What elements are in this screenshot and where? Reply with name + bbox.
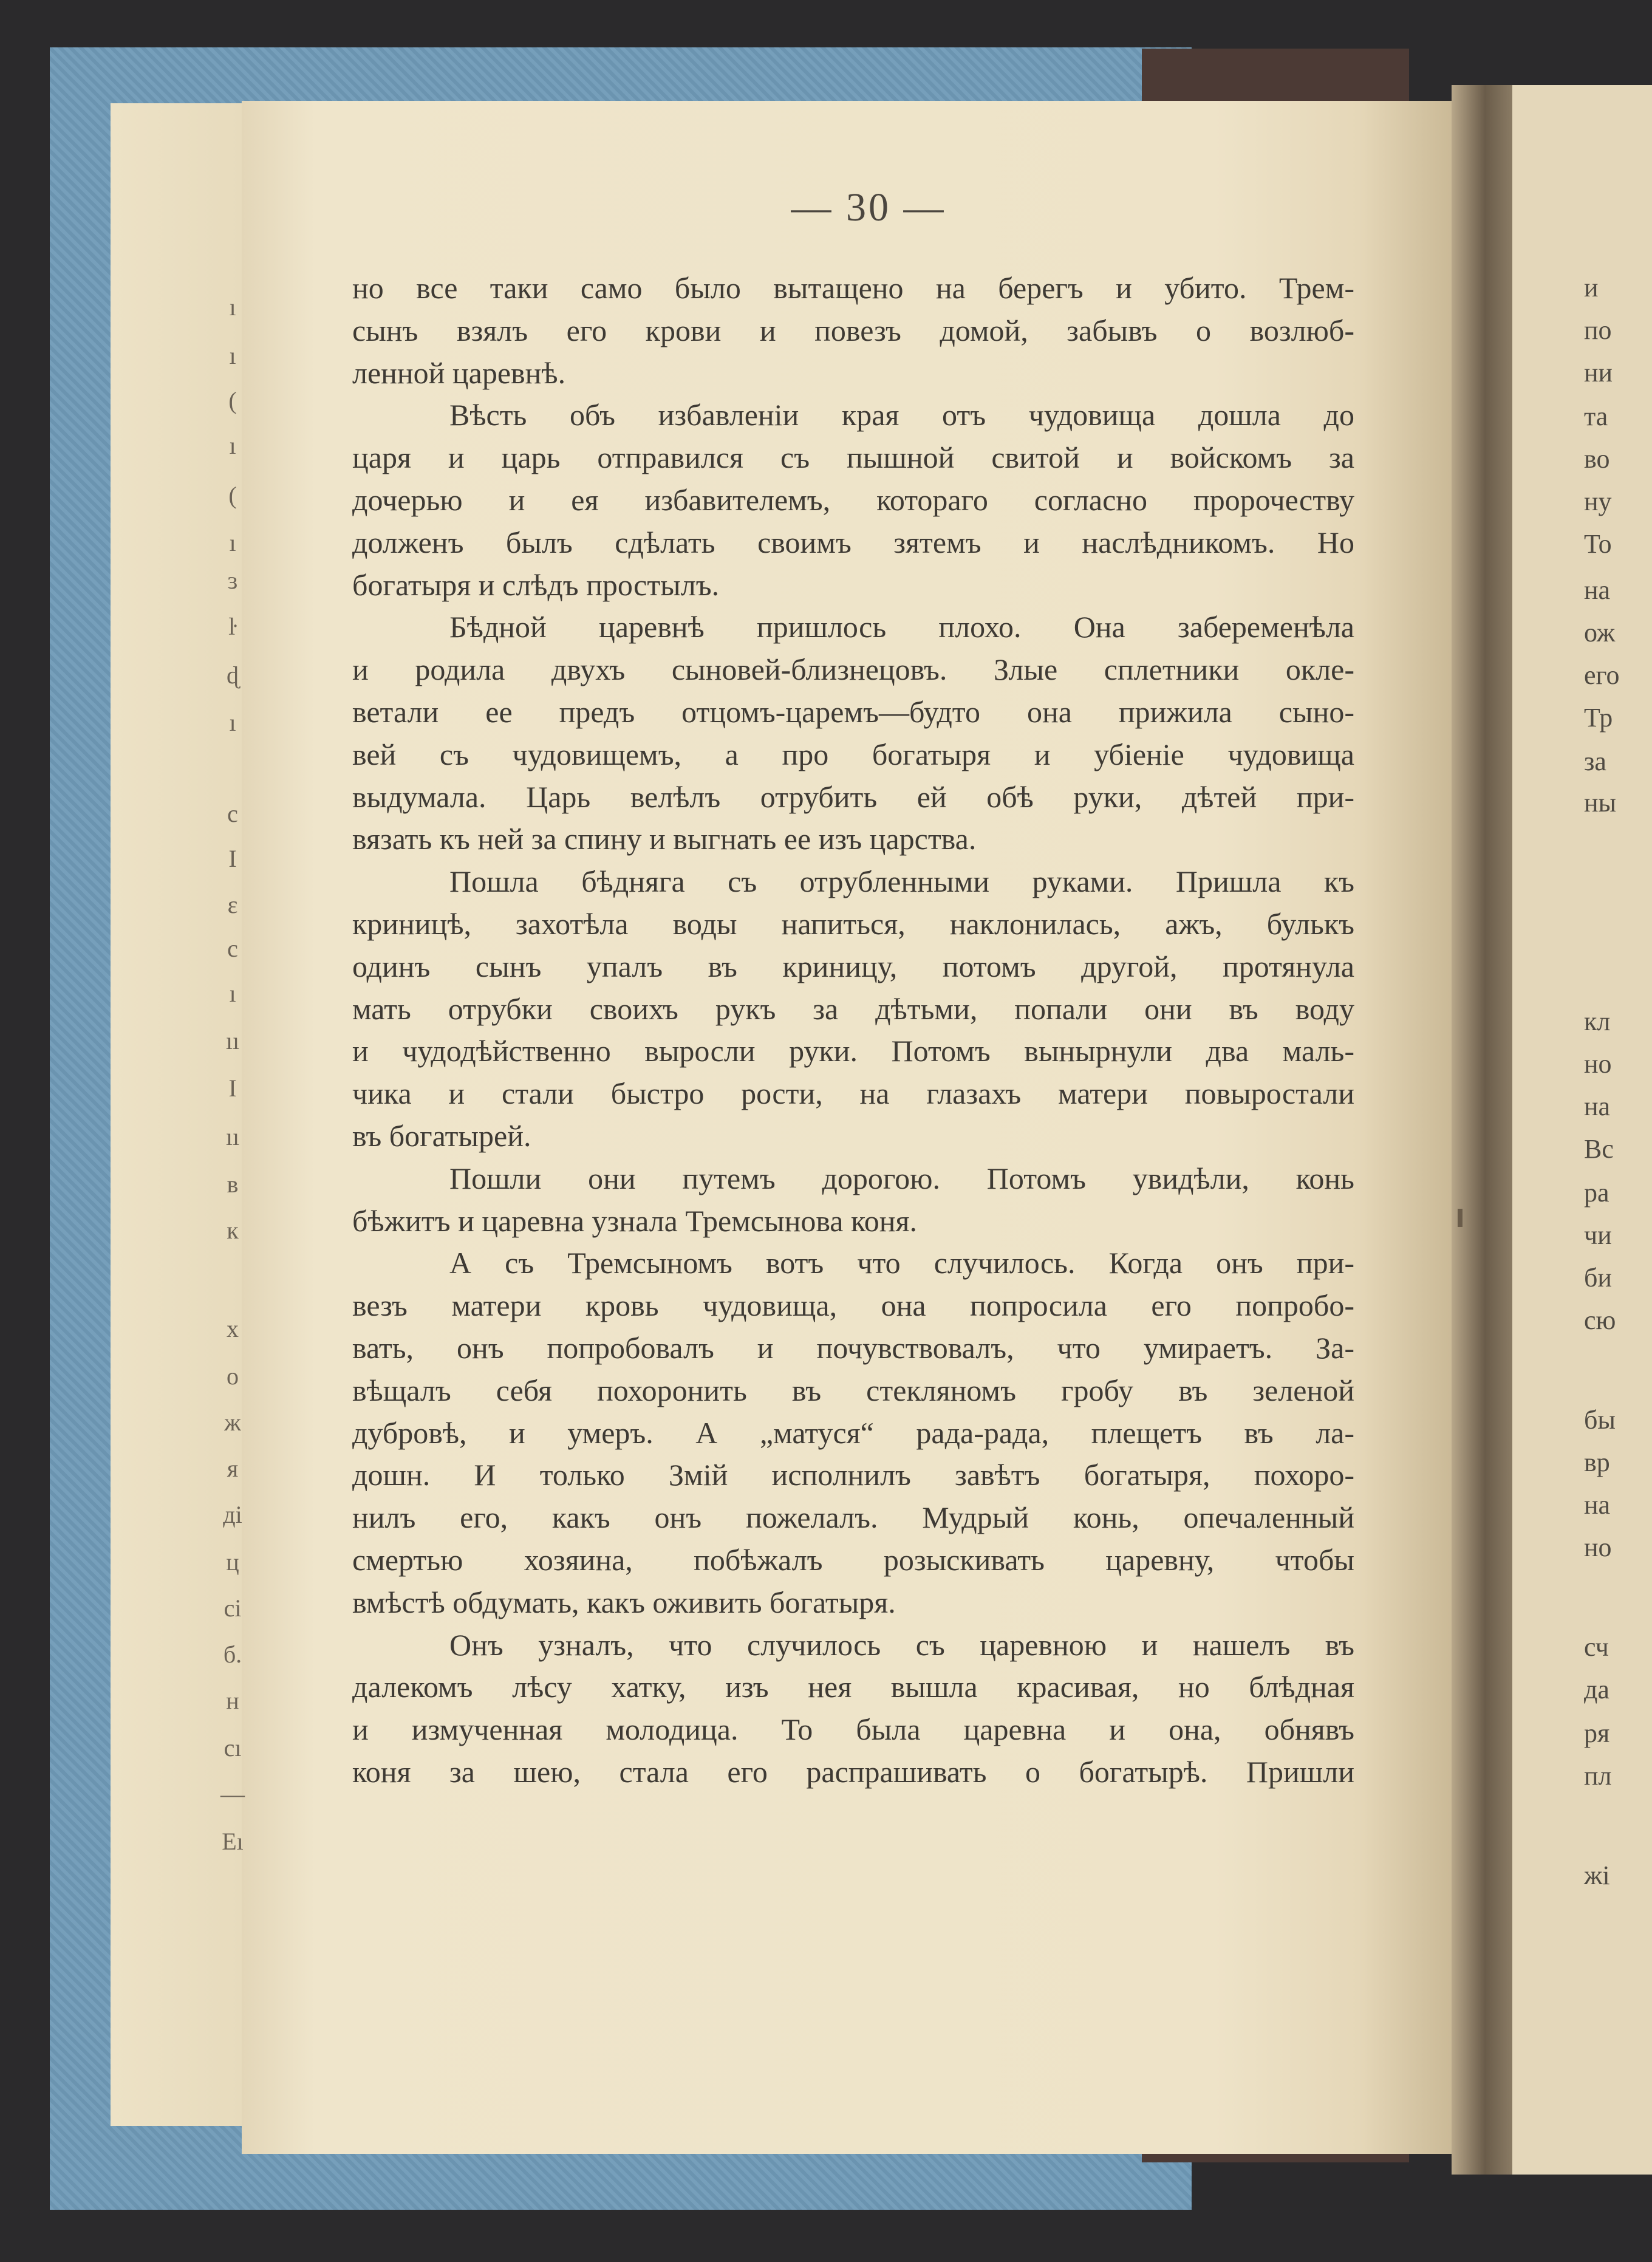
text-line: нилъ его, какъ онъ пожелалъ. Мудрый конь, опечаленный bbox=[352, 1500, 1354, 1535]
margin-fragment: вр bbox=[1584, 1447, 1610, 1477]
margin-fragment: на bbox=[1584, 1092, 1611, 1121]
margin-fragment: на bbox=[1584, 1490, 1611, 1520]
margin-fragment: ı bbox=[229, 529, 236, 556]
margin-fragment: на bbox=[1584, 575, 1611, 605]
margin-fragment: жі bbox=[1584, 1861, 1610, 1890]
text-line: одинъ сынъ упалъ въ криницу, потомъ другой, протянула bbox=[352, 949, 1354, 983]
margin-fragment: во bbox=[1584, 444, 1610, 474]
text-line: бѣжитъ и царевна узнала Тремсынова коня. bbox=[352, 1203, 918, 1238]
text-line: Бѣдной царевнѣ пришлось плохо. Она забеременѣла bbox=[449, 610, 1354, 644]
margin-fragment: б. bbox=[223, 1641, 242, 1668]
margin-fragment: То bbox=[1584, 529, 1612, 559]
text-line: мать отрубки своихъ рукъ за дѣтьми, попали они въ воду bbox=[352, 991, 1354, 1026]
margin-fragment: Тр bbox=[1584, 703, 1613, 733]
margin-fragment: ı bbox=[229, 709, 236, 736]
text-line: А съ Тремсыномъ вотъ что случилось. Когда онъ при- bbox=[449, 1246, 1354, 1280]
text-line: вмѣстѣ обдумать, какъ оживить богатыря. bbox=[352, 1585, 896, 1619]
page-crease-mark bbox=[1458, 1209, 1463, 1227]
margin-fragment: ( bbox=[228, 482, 237, 509]
margin-fragment: ıı bbox=[225, 1027, 240, 1054]
text-line: выдумала. Царь велѣлъ отрубить ей обѣ руки, дѣтей при- bbox=[352, 779, 1354, 814]
text-line: вать, онъ попробовалъ и почувствовалъ, что умираетъ. За- bbox=[352, 1330, 1354, 1365]
facing-page bbox=[1494, 85, 1652, 2175]
margin-fragment: Еı bbox=[222, 1828, 244, 1855]
margin-fragment: о bbox=[227, 1362, 239, 1390]
margin-fragment: н bbox=[226, 1687, 239, 1714]
margin-fragment: с bbox=[227, 800, 238, 827]
text-line: криницѣ, захотѣла воды напиться, наклонилась, ажъ, булькъ bbox=[352, 906, 1354, 941]
text-line: богатыря и слѣдъ простылъ. bbox=[352, 567, 720, 602]
text-line: ленной царевнѣ. bbox=[352, 355, 566, 390]
margin-fragment: ɖ bbox=[227, 661, 239, 689]
margin-fragment: я bbox=[227, 1455, 239, 1482]
text-line: вѣщалъ себя похоронить въ стекляномъ гробу въ зеленой bbox=[352, 1373, 1354, 1407]
margin-fragment: ни bbox=[1584, 358, 1613, 388]
text-line: но все таки само было вытащено на берегъ и убито. Трем- bbox=[352, 271, 1354, 305]
margin-fragment: за bbox=[1584, 747, 1606, 776]
margin-fragment: ı bbox=[229, 980, 236, 1007]
margin-fragment: ож bbox=[1584, 618, 1616, 648]
text-line: ветали ее предъ отцомъ-царемъ—будто она прижила сыно- bbox=[352, 694, 1354, 729]
text-line: и чудодѣйственно выросли руки. Потомъ вынырнули два маль- bbox=[352, 1034, 1354, 1068]
margin-fragment: по bbox=[1584, 315, 1612, 345]
text-line: вязать къ ней за спину и выгнать ее изъ царства. bbox=[352, 822, 977, 856]
margin-fragment: би bbox=[1584, 1263, 1612, 1293]
text-line: сынъ взялъ его крови и повезъ домой, забывъ о возлюб- bbox=[352, 313, 1354, 347]
margin-fragment: ну bbox=[1584, 487, 1612, 516]
margin-fragment: Вс bbox=[1584, 1134, 1614, 1164]
margin-fragment: ı bbox=[229, 293, 236, 321]
margin-fragment: I bbox=[228, 1075, 237, 1102]
margin-fragment: ɜ bbox=[227, 567, 238, 594]
margin-fragment: ра bbox=[1584, 1178, 1609, 1208]
margin-fragment: ря bbox=[1584, 1718, 1610, 1748]
margin-fragment: ı bbox=[229, 432, 236, 459]
margin-fragment: — bbox=[220, 1780, 245, 1808]
text-line: коня за шею, стала его распрашивать о богатырѣ. Пришли bbox=[352, 1754, 1354, 1789]
margin-fragment: пл bbox=[1584, 1761, 1612, 1791]
text-line: дошн. И только Змій исполнилъ завѣтъ богатыря, похоро- bbox=[352, 1458, 1354, 1492]
margin-fragment: и bbox=[1584, 273, 1599, 302]
margin-fragment: ŀ bbox=[228, 613, 237, 640]
margin-fragment: х bbox=[227, 1315, 239, 1342]
margin-fragment: ц bbox=[226, 1548, 239, 1576]
text-line: везъ матери кровь чудовища, она попросила его попробо- bbox=[352, 1288, 1354, 1323]
page-text bbox=[352, 267, 1354, 1794]
text-line: дубровѣ, и умеръ. А „матуся“ рада-рада, плещетъ въ ла- bbox=[352, 1415, 1354, 1450]
margin-fragment: ıı bbox=[225, 1123, 240, 1150]
margin-fragment: в bbox=[227, 1170, 239, 1198]
text-line: и измученная молодица. То была царевна и она, обнявъ bbox=[352, 1712, 1354, 1747]
margin-fragment: та bbox=[1584, 401, 1608, 431]
text-line: вей съ чудовищемъ, а про богатыря и убіеніе чудовища bbox=[352, 737, 1354, 771]
margin-fragment: сю bbox=[1584, 1305, 1616, 1335]
text-line: Пошли они путемъ дорогою. Потомъ увидѣли, конь bbox=[449, 1161, 1354, 1195]
margin-fragment: I bbox=[228, 845, 237, 872]
margin-fragment: сі bbox=[224, 1594, 242, 1622]
margin-fragment: ɛ bbox=[227, 891, 238, 918]
margin-fragment: но bbox=[1584, 1049, 1612, 1079]
text-line: смертью хозяина, побѣжалъ розыскивать царевну, чтобы bbox=[352, 1542, 1354, 1577]
text-line: чика и стали быстро рости, на глазахъ матери повыростали bbox=[352, 1076, 1354, 1111]
page-number: — 30 — bbox=[791, 185, 946, 230]
margin-fragment: ж bbox=[224, 1409, 241, 1436]
text-line: царя и царь отправился съ пышной свитой и войскомъ за bbox=[352, 440, 1354, 475]
margin-fragment: ны bbox=[1584, 788, 1617, 818]
margin-fragment: к bbox=[227, 1217, 239, 1244]
text-line: въ богатырей. bbox=[352, 1118, 531, 1153]
text-line: далекомъ лѣсу хатку, изъ нея вышла красивая, но блѣдная bbox=[352, 1670, 1354, 1704]
text-line: долженъ былъ сдѣлать своимъ зятемъ и наслѣдникомъ. Но bbox=[352, 525, 1354, 559]
margin-fragment: бы bbox=[1584, 1405, 1616, 1435]
text-line: дочерью и ея избавителемъ, котораго согласно пророчеству bbox=[352, 482, 1354, 517]
margin-fragment: сı bbox=[224, 1734, 242, 1761]
margin-fragment: ı bbox=[229, 342, 236, 369]
text-line: и родила двухъ сыновей-близнецовъ. Злые сплетники окле- bbox=[352, 652, 1354, 687]
spine-shadow bbox=[1452, 85, 1512, 2175]
margin-fragment: с bbox=[227, 935, 238, 962]
margin-fragment: кл bbox=[1584, 1006, 1611, 1036]
text-line: Вѣсть объ избавленіи края отъ чудовища дошла до bbox=[449, 398, 1354, 432]
margin-fragment: ді bbox=[223, 1501, 242, 1528]
margin-fragment: сч bbox=[1584, 1632, 1609, 1662]
margin-fragment: его bbox=[1584, 660, 1620, 690]
text-line: Онъ узналъ, что случилось съ царевною и нашелъ въ bbox=[449, 1627, 1354, 1662]
margin-fragment: чи bbox=[1584, 1220, 1612, 1250]
margin-fragment: да bbox=[1584, 1675, 1609, 1704]
text-line: Пошла бѣдняга съ отрубленными руками. Пришла къ bbox=[449, 864, 1354, 899]
margin-fragment: но bbox=[1584, 1532, 1612, 1562]
margin-fragment: ( bbox=[228, 387, 237, 414]
